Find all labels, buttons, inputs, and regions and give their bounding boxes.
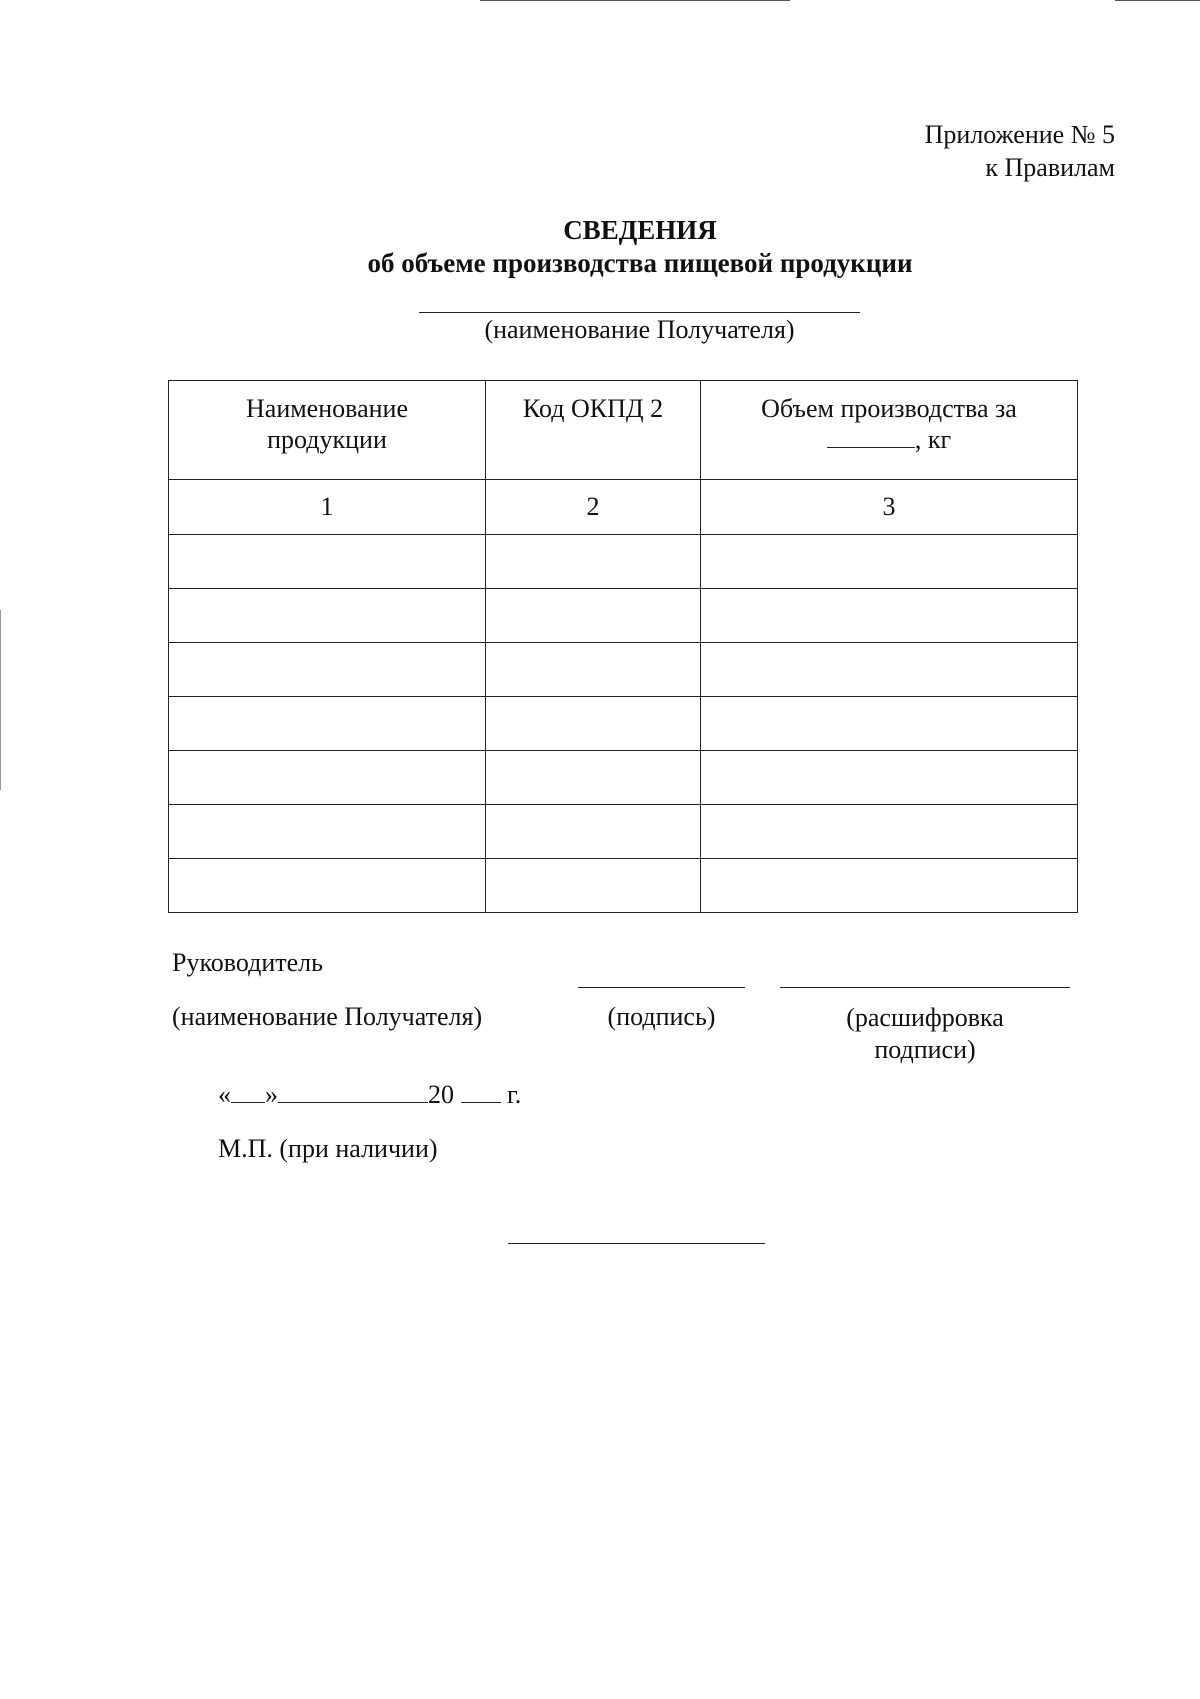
table-cell[interactable]: [486, 589, 701, 643]
appendix-note: [925, 118, 1115, 184]
title-subtitle: об объеме производства пищевой продукции: [367, 248, 913, 278]
table-cell[interactable]: [169, 643, 486, 697]
column-number: 2: [486, 480, 701, 535]
document-title: [0, 214, 1200, 280]
recipient-name-caption: (наименование Получателя): [172, 1002, 483, 1031]
table-row: [169, 589, 1078, 643]
column-number: 3: [701, 480, 1078, 535]
table-cell[interactable]: [486, 643, 701, 697]
table-cell[interactable]: [486, 697, 701, 751]
table-cell[interactable]: [169, 535, 486, 589]
table-cell[interactable]: [169, 859, 486, 913]
table-cell[interactable]: [701, 697, 1078, 751]
table-cell[interactable]: [701, 643, 1078, 697]
scan-artifact-edge: [0, 610, 1, 790]
table-row: [169, 643, 1078, 697]
table-cell[interactable]: [169, 697, 486, 751]
signature-line[interactable]: [578, 987, 745, 988]
table-cell[interactable]: [701, 805, 1078, 859]
table-cell[interactable]: [701, 535, 1078, 589]
header-production-volume: Объем производства за , кг: [701, 381, 1078, 480]
table-row: [169, 859, 1078, 913]
table-row: [169, 697, 1078, 751]
table-row: [169, 751, 1078, 805]
table-cell[interactable]: [701, 859, 1078, 913]
table-cell[interactable]: [169, 751, 486, 805]
table-cell[interactable]: [169, 805, 486, 859]
closing-separator: [508, 1243, 765, 1244]
date-year-blank[interactable]: [461, 1080, 501, 1103]
date-day-blank[interactable]: [231, 1080, 265, 1103]
table-cell[interactable]: [486, 535, 701, 589]
table-row: [169, 805, 1078, 859]
scan-artifact-line: [480, 0, 790, 1]
header-product-name: Наименование продукции: [169, 381, 486, 480]
scan-artifact-line: [1115, 0, 1200, 1]
table-cell[interactable]: [486, 859, 701, 913]
table-header-row: [169, 381, 1078, 480]
recipient-name-line[interactable]: [419, 312, 860, 313]
recipient-caption: (наименование Получателя): [484, 315, 795, 344]
header-okpd-code: Код ОКПД 2: [486, 381, 701, 480]
table-cell[interactable]: [169, 589, 486, 643]
signature-decode-line[interactable]: [780, 987, 1070, 988]
table-cell[interactable]: [486, 751, 701, 805]
head-label: Руководитель: [172, 948, 323, 977]
table-cell[interactable]: [701, 589, 1078, 643]
appendix-number: Приложение № 5: [924, 120, 1115, 149]
signature-decode-caption: (расшифровка подписи): [846, 1003, 1004, 1064]
table-cell[interactable]: [701, 751, 1078, 805]
signature-caption: (подпись): [607, 1002, 716, 1031]
column-number: 1: [169, 480, 486, 535]
date-month-blank[interactable]: [278, 1080, 428, 1103]
column-number-row: [169, 480, 1078, 535]
appendix-rules: к Правилам: [985, 153, 1115, 182]
period-blank[interactable]: [827, 427, 915, 448]
table-row: [169, 535, 1078, 589]
title-main: СВЕДЕНИЯ: [563, 215, 717, 245]
production-volume-table: [168, 380, 1078, 913]
stamp-label: М.П. (при наличии): [218, 1134, 438, 1163]
date-line: « » 20 г.: [218, 1080, 522, 1109]
table-cell[interactable]: [486, 805, 701, 859]
